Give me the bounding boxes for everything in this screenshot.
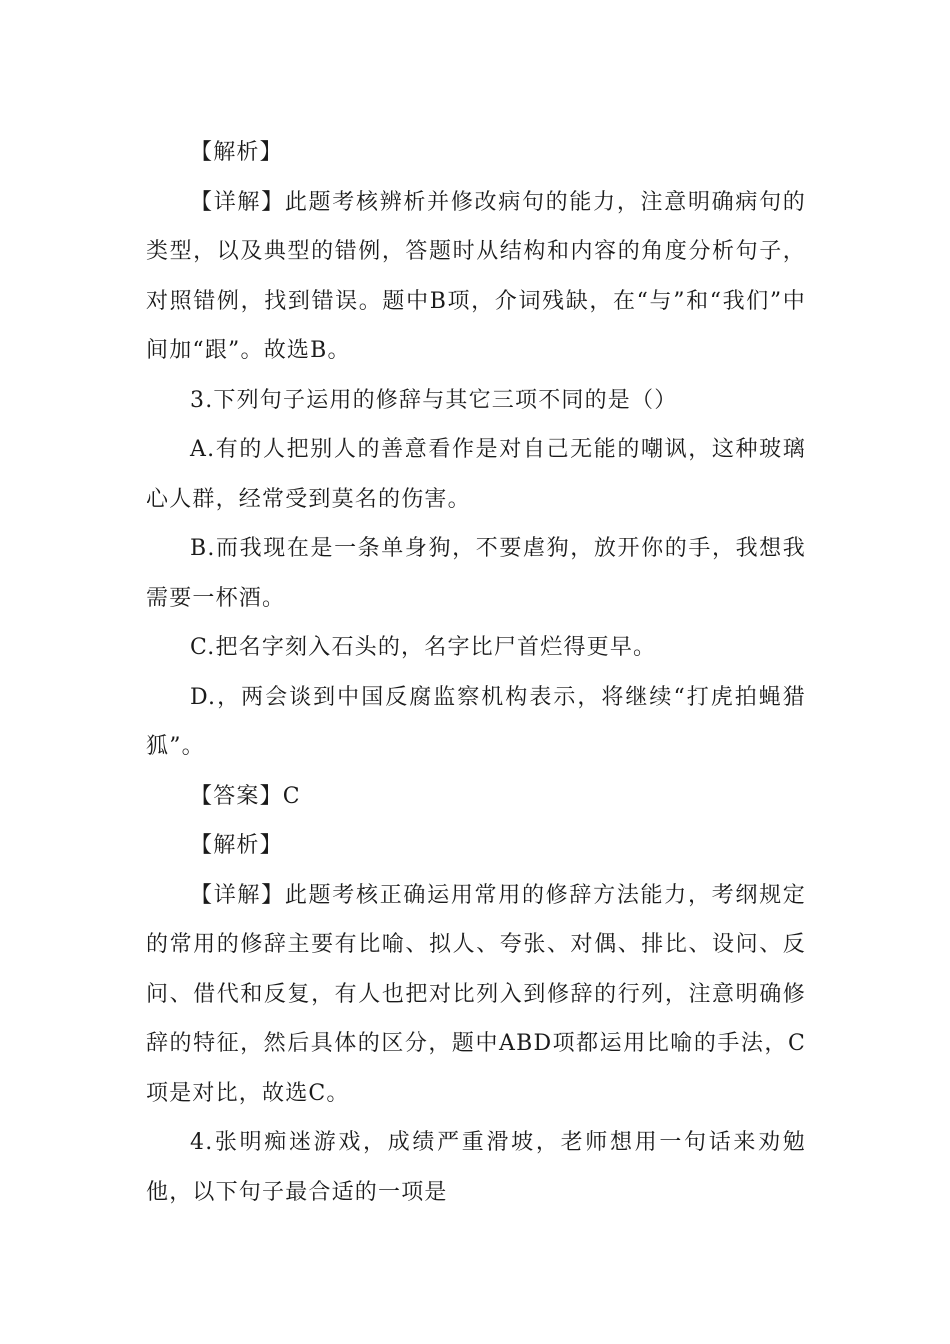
detail-explanation-1: 【详解】此题考核辨析并修改病句的能力，注意明确病句的类型，以及典型的错例，答题时从结构和内容的角度分析句子，对照错例，找到错误。题中B项，介词残缺，在“与”和“我们”中间加“跟”。故选B。 xyxy=(146,189,806,363)
option-a: A.有的人把别人的善意看作是对自己无能的嘲讽，这种玻璃心人群，经常受到莫名的伤害。 xyxy=(146,437,806,512)
option-b: B.而我现在是一条单身狗，不要虐狗，放开你的手，我想我需要一杯酒。 xyxy=(146,536,806,611)
option-c: C.把名字刻入石头的，名字比尸首烂得更早。 xyxy=(190,635,657,660)
section-heading-analysis-2: 【解析】 xyxy=(190,833,283,858)
option-d: D.，两会谈到中国反腐监察机构表示，将继续“打虎拍蝇猎狐”。 xyxy=(146,684,806,759)
document-body xyxy=(146,128,806,1217)
question-4: 4.张明痴迷游戏，成绩严重滑坡，老师想用一句话来劝勉他，以下句子最合适的一项是 xyxy=(146,1130,806,1205)
detail-explanation-2: 【详解】此题考核正确运用常用的修辞方法能力，考纲规定的常用的修辞主要有比喻、拟人、夸张、对偶、排比、设问、反问、借代和反复，有人也把对比列入到修辞的行列，注意明确修辞的特征，然后具体的区分，题中ABD项都运用比喻的手法，C项是对比，故选C。 xyxy=(146,882,806,1106)
answer-line: 【答案】C xyxy=(190,783,301,809)
question-3: 3.下列句子运用的修辞与其它三项不同的是（） xyxy=(190,387,678,413)
section-heading-analysis-1: 【解析】 xyxy=(190,140,283,165)
